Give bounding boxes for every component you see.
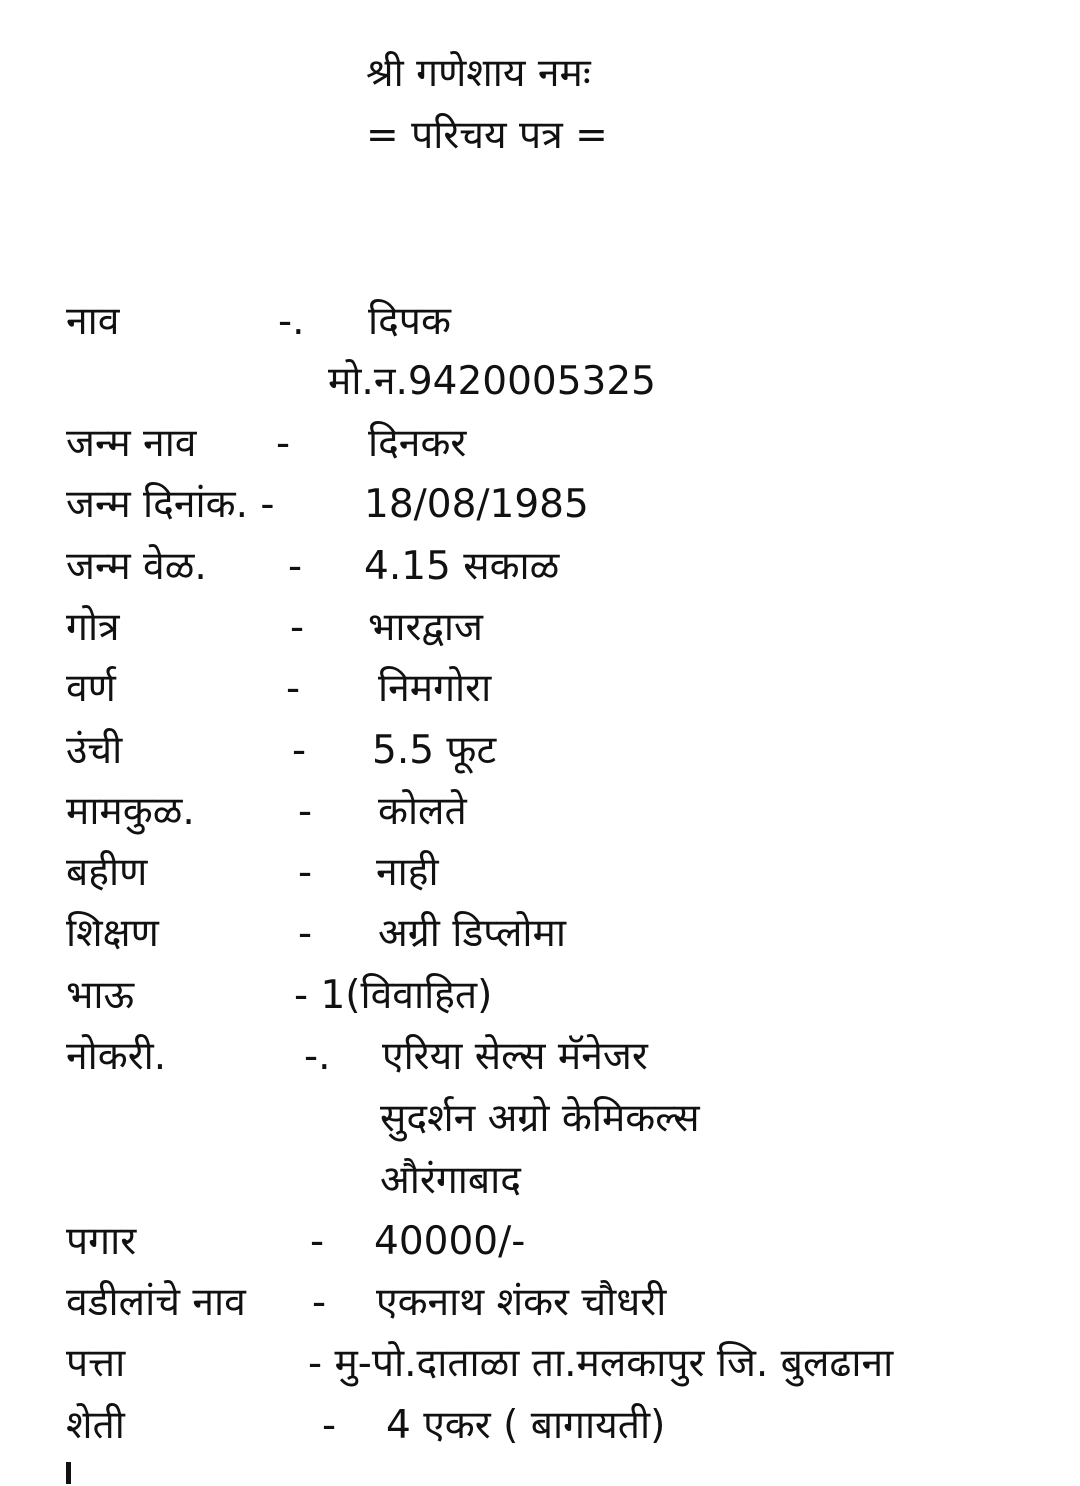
document-title: = परिचय पत्र = [366,113,608,158]
job-separator: -. [304,1034,331,1079]
education-label: शिक्षण [66,911,159,956]
gotra-label: गोत्र [66,605,120,650]
height-label: उंची [66,728,123,773]
education-value: अग्री डिप्लोमा [378,911,566,956]
address-label: पत्ता [66,1341,126,1386]
complexion-label: वर्ण [66,666,116,711]
mobile-number: मो.न.9420005325 [328,359,656,404]
father-name-label: वडीलांचे नाव [66,1280,246,1325]
brother-label: भाऊ [66,973,135,1018]
complexion-separator: - [286,666,301,711]
invocation-text: श्री गणेशाय नमः [366,51,591,96]
sister-label: बहीण [66,850,148,895]
birth-date-value: 18/08/1985 [364,482,589,527]
birth-name-value: दिनकर [368,421,467,466]
father-name-value: एकनाथ शंकर चौधरी [376,1280,667,1325]
farm-label: शेती [66,1403,125,1448]
birth-time-separator: - [288,544,303,589]
name-separator: -. [278,299,305,344]
brother-value: - 1(विवाहित) [294,973,493,1018]
name-value: दिपक [368,299,451,344]
name-label: नाव [66,299,120,344]
job-location: औरंगाबाद [380,1158,521,1203]
text-cursor [66,1462,71,1484]
salary-value: 40000/- [374,1219,526,1264]
job-title: एरिया सेल्स मॅनेजर [382,1034,648,1079]
birth-name-label: जन्म नाव [66,421,197,466]
father-name-separator: - [312,1280,327,1325]
mamkul-separator: - [298,789,313,834]
birth-name-separator: - [276,421,291,466]
gotra-value: भारद्वाज [368,605,483,650]
birth-time-value: 4.15 सकाळ [364,544,560,589]
sister-separator: - [298,850,313,895]
gotra-separator: - [290,605,305,650]
salary-label: पगार [66,1219,137,1264]
address-value: - मु-पो.दाताळा ता.मलकापुर जि. बुलढाना [308,1341,894,1386]
job-label: नोकरी. [66,1034,167,1079]
farm-value: 4 एकर ( बागायती) [386,1403,666,1448]
mamkul-value: कोलते [378,789,467,834]
job-company: सुदर्शन अग्रो केमिकल्स [380,1096,700,1141]
height-value: 5.5 फूट [372,728,497,773]
mamkul-label: मामकुळ. [66,789,195,834]
complexion-value: निमगोरा [378,666,492,711]
farm-separator: - [322,1403,337,1448]
sister-value: नाही [376,850,439,895]
height-separator: - [292,728,307,773]
birth-time-label: जन्म वेळ. [66,544,207,589]
salary-separator: - [310,1219,325,1264]
education-separator: - [298,911,313,956]
birth-date-label: जन्म दिनांक. - [66,482,275,527]
